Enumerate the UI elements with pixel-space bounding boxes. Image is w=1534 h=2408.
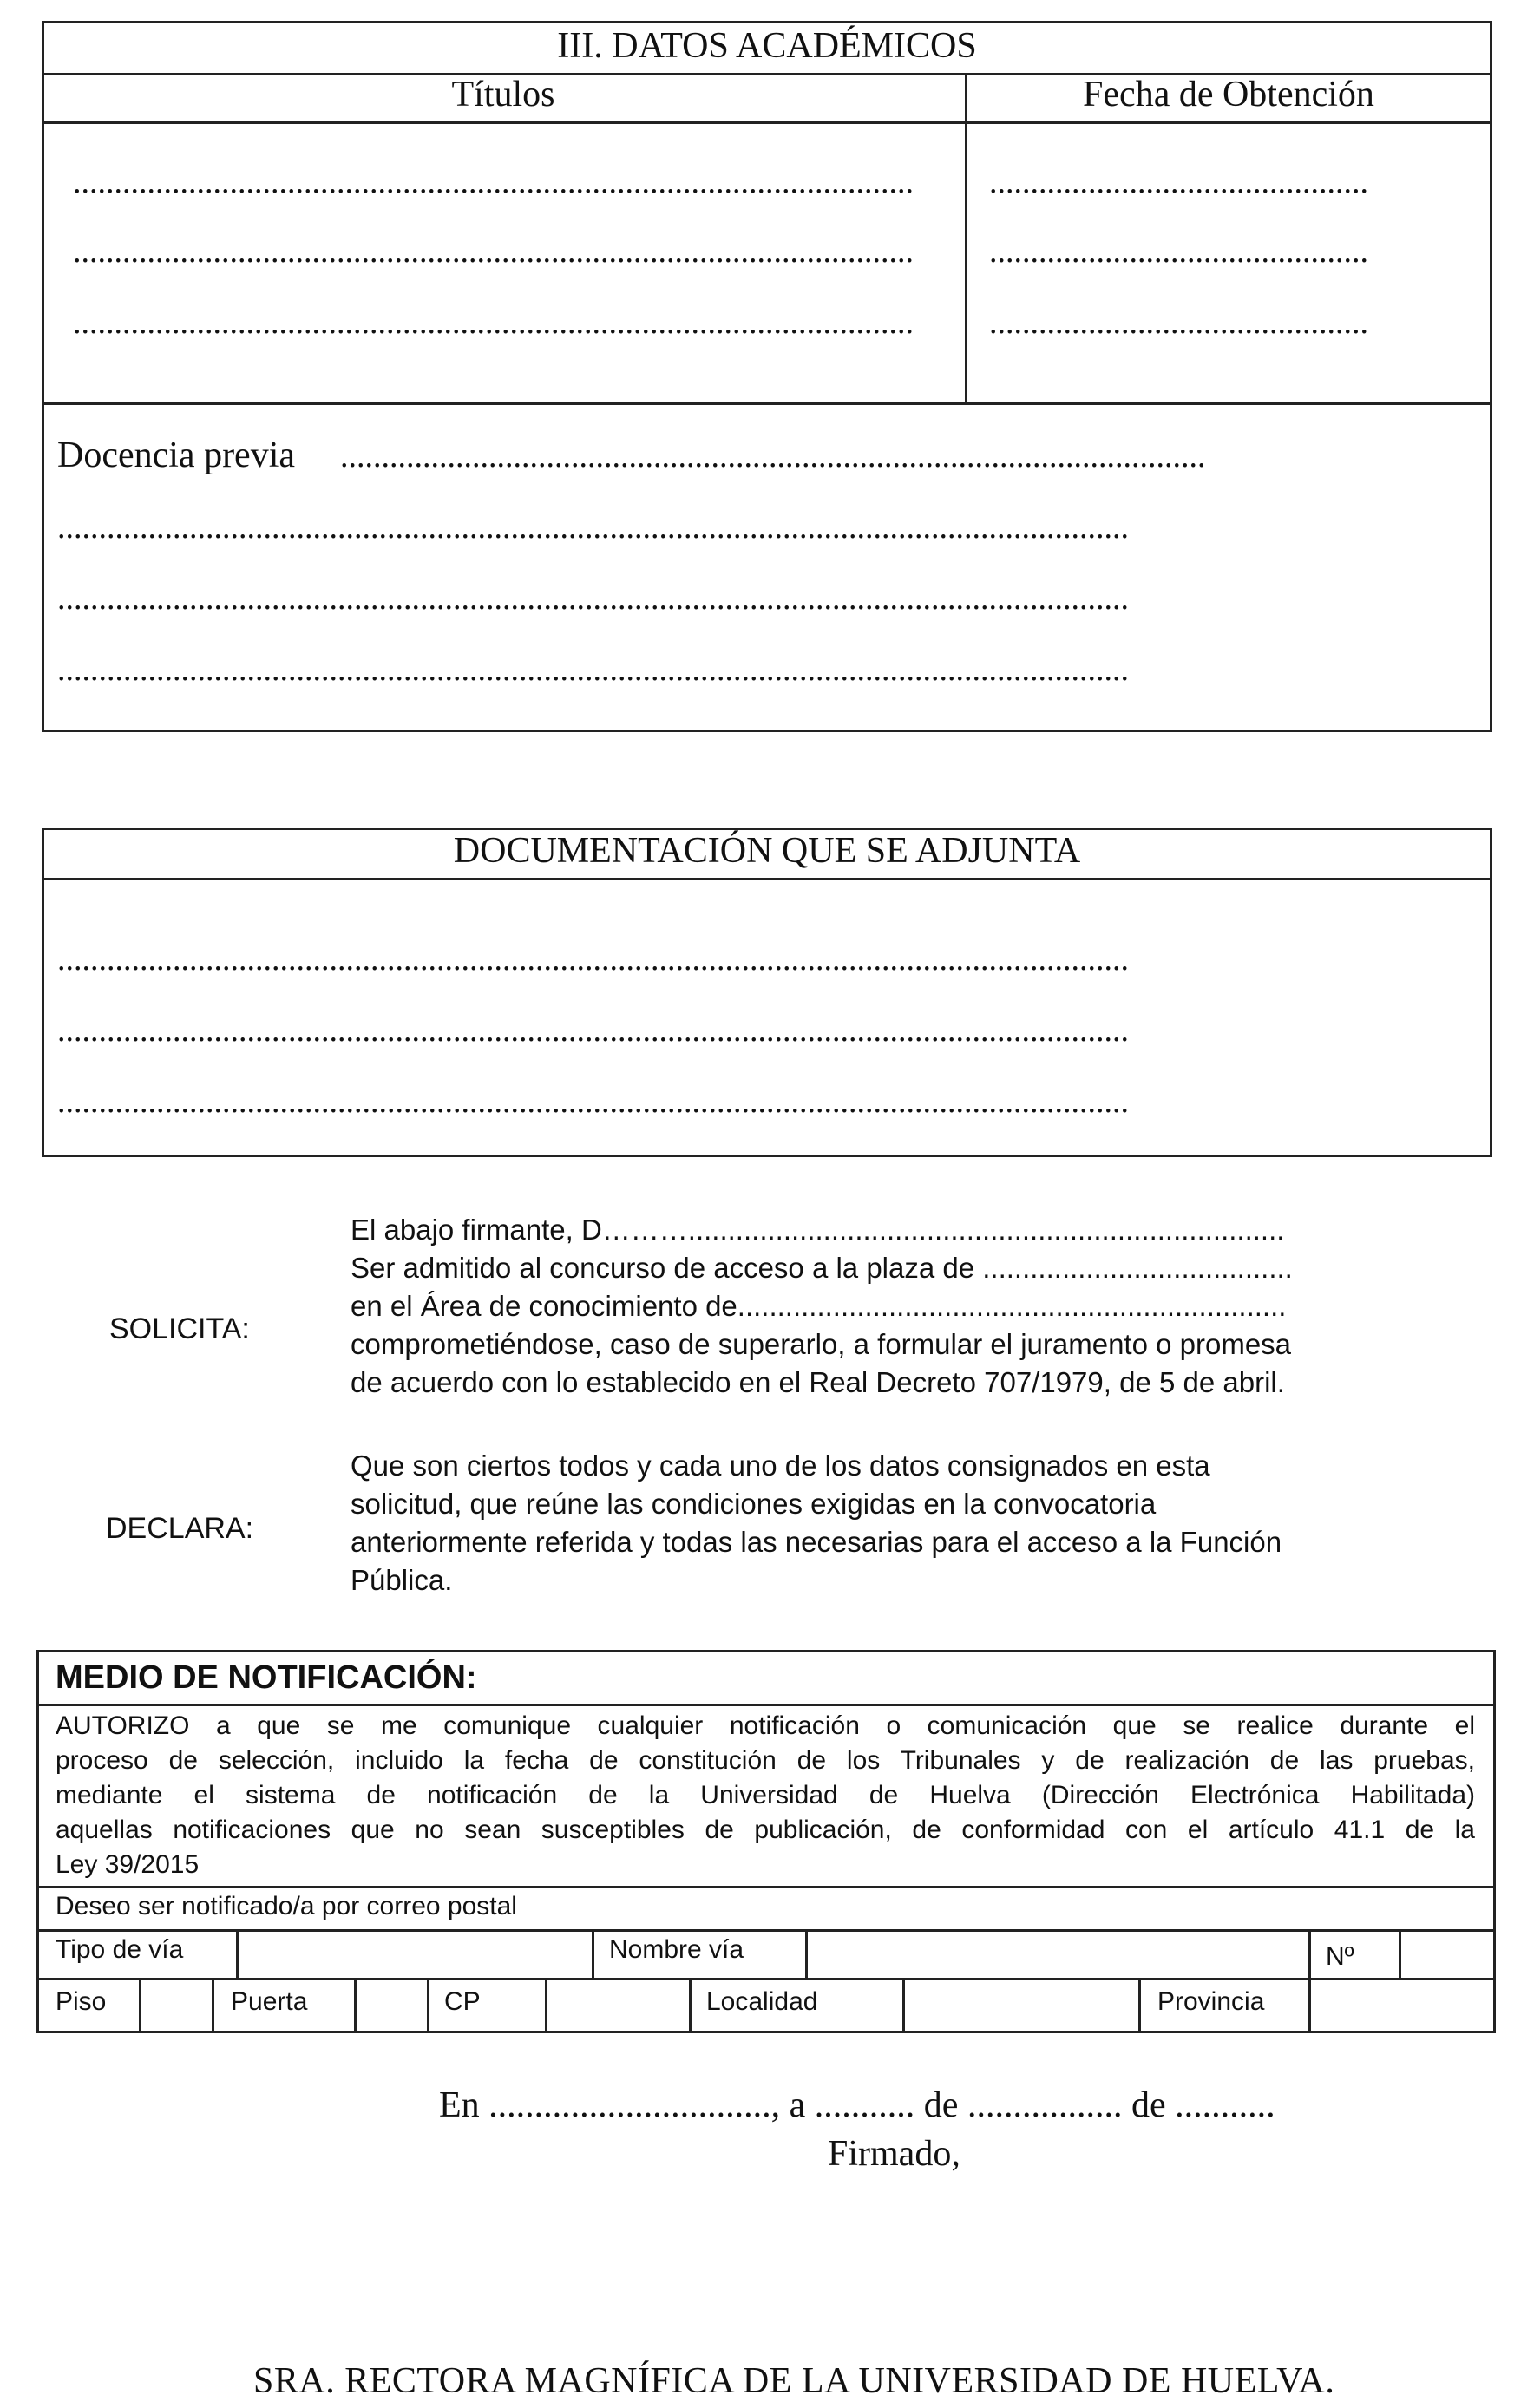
documentation-line[interactable]: .................................................................................................................................. [57, 1012, 1129, 1049]
documentation-line[interactable]: .................................................................................................................................. [57, 1083, 1129, 1120]
postal-option-label[interactable]: Deseo ser notificado/a por correo postal [56, 1892, 517, 1921]
tipo-via-label: Tipo de vía [56, 1935, 184, 1964]
docencia-previa-field[interactable]: ......................................................................................................... [340, 438, 1206, 474]
title-field[interactable]: ...................................................................................................... [73, 304, 914, 341]
divider [42, 878, 1492, 880]
localidad-input[interactable] [905, 1980, 1137, 2031]
cell-divider [1308, 1929, 1311, 1978]
solicita-line: en el Área de conocimiento de..................................................................... [351, 1290, 1287, 1322]
divider [42, 402, 1492, 405]
cell-divider [212, 1978, 214, 2032]
provincia-label: Provincia [1157, 1987, 1265, 2016]
docencia-previa-line[interactable]: .................................................................................................................................. [57, 580, 1129, 617]
date-field[interactable]: .............................................. [989, 164, 1368, 200]
notification-title: MEDIO DE NOTIFICACIÓN: [56, 1659, 477, 1696]
date-field[interactable]: .............................................. [989, 233, 1368, 270]
cell-divider [427, 1978, 429, 2032]
documentation-title: DOCUMENTACIÓN QUE SE ADJUNTA [453, 831, 1081, 871]
cp-input[interactable] [547, 1980, 687, 2031]
date-field[interactable]: .............................................. [989, 304, 1368, 341]
piso-input[interactable] [141, 1980, 210, 2031]
tipo-via-input[interactable] [239, 1932, 590, 1977]
authorize-line: mediante el sistema de notificación de la Universidad de Huelva (Dirección Electrónica Habilitada) [56, 1781, 1475, 1809]
puerta-label: Puerta [231, 1987, 308, 2016]
solicita-line: comprometiéndose, caso de superarlo, a formular el juramento o promesa [351, 1328, 1292, 1360]
cp-label: CP [444, 1987, 481, 2016]
cell-divider [1138, 1978, 1141, 2032]
declara-line: solicitud, que reúne las condiciones exigidas en la convocatoria [351, 1488, 1157, 1520]
numero-label: Nº [1326, 1942, 1354, 1971]
declara-line: Que son ciertos todos y cada uno de los datos consignados en esta [351, 1449, 1210, 1482]
academic-data-section [42, 21, 1492, 732]
signed-label: Firmado, [828, 2134, 960, 2174]
nombre-via-input[interactable] [808, 1932, 1306, 1977]
docencia-previa-label: Docencia previa [57, 435, 296, 475]
authorize-text [56, 1709, 1475, 1882]
provincia-input[interactable] [1311, 1980, 1493, 2031]
addressee: SRA. RECTORA MAGNÍFICA DE LA UNIVERSIDAD DE HUELVA. [253, 2361, 1335, 2401]
titles-column-header: Títulos [451, 75, 555, 115]
authorize-line: AUTORIZO a que se me comunique cualquier notificación o comunicación que se realice durante el [56, 1711, 1475, 1740]
cell-divider [592, 1929, 594, 1978]
docencia-previa-line[interactable]: .................................................................................................................................. [57, 651, 1129, 688]
puerta-input[interactable] [357, 1980, 425, 2031]
localidad-label: Localidad [706, 1987, 818, 2016]
solicita-line: de acuerdo con lo establecido en el Real Decreto 707/1979, de 5 de abril. [351, 1366, 1285, 1398]
declara-label: DECLARA: [106, 1512, 254, 1545]
divider [36, 1978, 1496, 1980]
title-field[interactable]: ...................................................................................................... [73, 233, 914, 270]
solicita-line: Ser admitido al concurso de acceso a la plaza de ....................................... [351, 1252, 1293, 1284]
documentation-line[interactable]: .................................................................................................................................. [57, 941, 1129, 978]
divider [42, 121, 1492, 124]
solicita-line: El abajo firmante, D………........................................................................... [351, 1214, 1285, 1246]
academic-data-title: III. DATOS ACADÉMICOS [557, 26, 977, 66]
nombre-via-label: Nombre vía [609, 1935, 744, 1964]
numero-input[interactable] [1401, 1932, 1493, 1977]
date-column-header: Fecha de Obtención [1083, 75, 1374, 115]
cell-divider [689, 1978, 692, 2032]
authorize-line: aquellas notificaciones que no sean susceptibles de publicación, de conformidad con el artículo 41.1 de la [56, 1816, 1475, 1844]
authorize-line: Ley 39/2015 [56, 1850, 200, 1879]
declara-line: Pública. [351, 1564, 453, 1596]
divider [36, 1886, 1496, 1888]
column-divider [965, 73, 967, 402]
divider [36, 1704, 1496, 1706]
authorize-line: proceso de selección, incluido la fecha de constitución de los Tribunales y de realización de las pruebas, [56, 1746, 1475, 1775]
solicita-label: SOLICITA: [109, 1312, 250, 1345]
piso-label: Piso [56, 1987, 107, 2016]
declara-line: anteriormente referida y todas las necesarias para el acceso a la Función [351, 1526, 1282, 1558]
docencia-previa-line[interactable]: .................................................................................................................................. [57, 509, 1129, 546]
title-field[interactable]: ...................................................................................................... [73, 164, 914, 200]
place-date-line[interactable]: En ..............................., a ........... de ................. de ........... [439, 2085, 1275, 2125]
